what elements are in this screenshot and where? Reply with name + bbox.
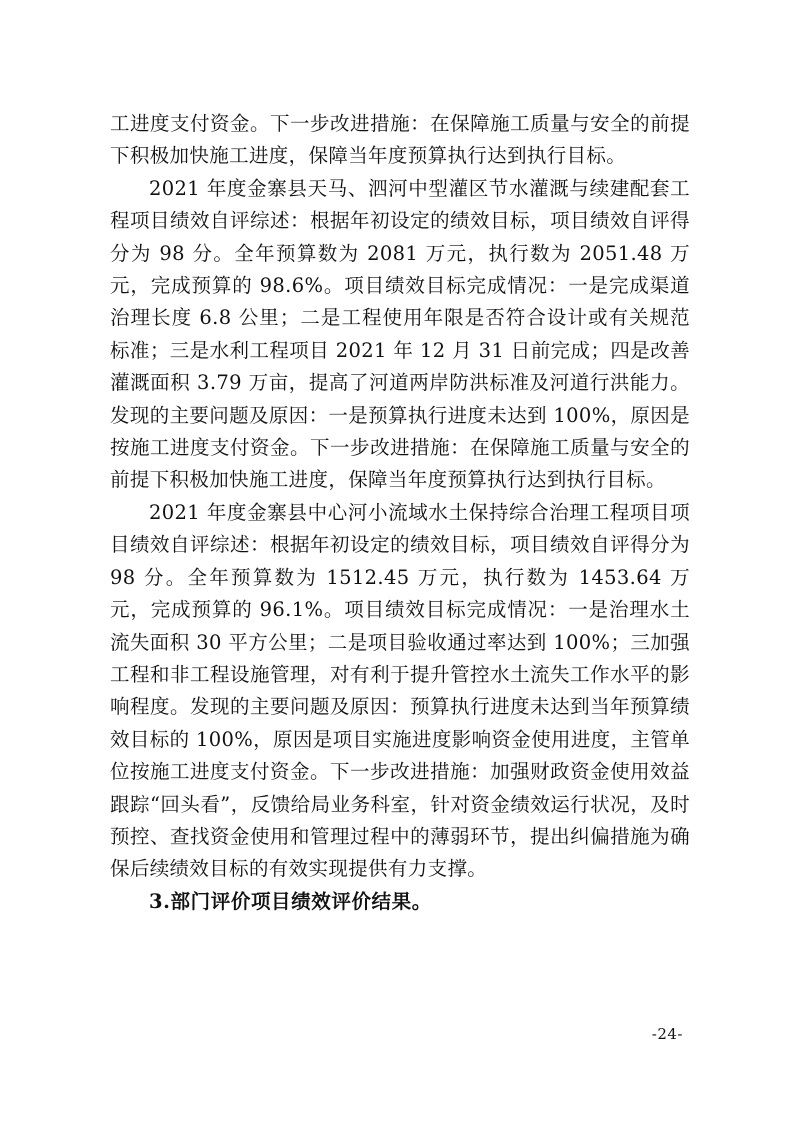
- paragraph-zhongxinhe-soil-conservation: 2021 年度金寨县中心河小流域水土保持综合治理工程项目项目绩效自评综述：根据年初设定的绩效目标，项目绩效自评得分为 98 分。全年预算数为 1512.45 万元，执行数为 1453.64 万元，完成预算的 96.1%。项目绩效目标完成情况：一是治理水土流失面积 30 平方公里；二是项目验收通过率达到 100%；三加强工程和非工程设施管理，对有利于提升管控水土流失工作水平的影响程度。发现的主要问题及原因：预算执行进度未达到当年预算绩效目标的 100%，原因是项目实施进度影响资金使用进度，主管单位按施工进度支付资金。下一步改进措施：加强财政资金使用效益跟踪“回头看”，反馈给局业务科室，针对资金绩效运行状况，及时预控、查找资金使用和管理过程中的薄弱环节，提出纠偏措施为确保后续绩效目标的有效实现提供有力支撑。: [110, 500, 690, 881]
- document-body: [110, 108, 690, 918]
- paragraph-tianma-sihe-irrigation: 2021 年度金寨县天马、泗河中型灌区节水灌溉与续建配套工程项目绩效自评综述：根据年初设定的绩效目标，项目绩效自评得分为 98 分。全年预算数为 2081 万元，执行数为 2051.48 万元，完成预算的 98.6%。项目绩效目标完成情况：一是完成渠道治理长度 6.8 公里；二是工程使用年限是否符合设计或有关规范标准；三是水利工程项目 2021 年 12 月 31 日前完成；四是改善灌溉面积 3.79 万亩，提高了河道两岸防洪标准及河道行洪能力。发现的主要问题及原因：一是预算执行进度未达到 100%，原因是按施工进度支付资金。下一步改进措施：在保障施工质量与安全的前提下积极加快施工进度，保障当年度预算执行达到执行目标。: [110, 176, 690, 492]
- paragraph-continuation: 工进度支付资金。下一步改进措施：在保障施工质量与安全的前提下积极加快施工进度，保障当年度预算执行达到执行目标。: [110, 112, 690, 168]
- section-heading: 3.部门评价项目绩效评价结果。: [149, 889, 432, 913]
- page-number: -24-: [651, 1025, 683, 1043]
